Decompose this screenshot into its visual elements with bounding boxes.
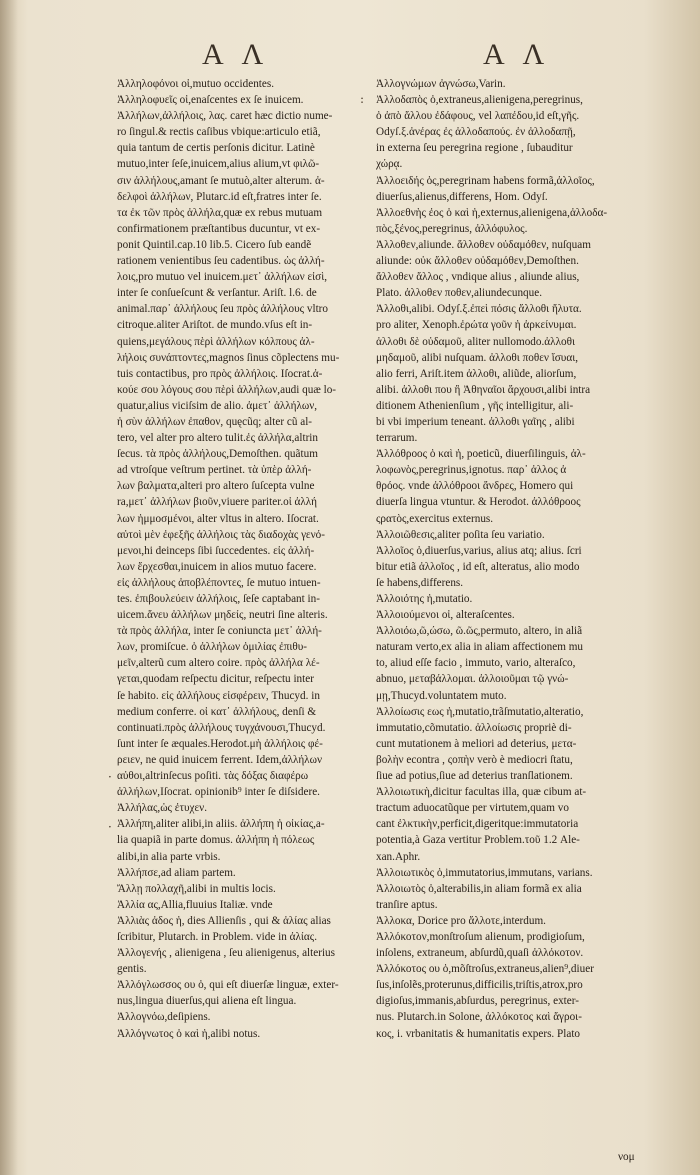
text-line: cant ἐλκτικὴν,perficit,digeritque:immutatoria: [376, 818, 579, 831]
text-line: χώρᾳ.: [376, 158, 403, 171]
text-line: τα ἐκ τῶν πρὸς ἀλλήλα,quæ ex rebus mutuam: [117, 206, 323, 219]
text-line: confirmationem præſtantibus ducuntur, vt ex-: [117, 222, 321, 235]
text-line: ſcribitur, Plutarch. in Problem. vide in ἀλίας.: [117, 930, 318, 943]
text-line: pro aliter, Xenoph.ἐρώτα γοῦν ἡ ἀρκείνυμαι.: [376, 319, 577, 332]
text-line: tractum aduocatũque per virtutem,quam vo: [376, 802, 569, 815]
text-line: naturam verto,ex alia in aliam affectionem mu: [376, 641, 583, 654]
text-line: Ἀλλοιούμενοι οἱ, alteraſcentes.: [376, 609, 515, 622]
right-running-headword: A Λ: [483, 38, 551, 71]
text-line: ἀλλοθι δὲ οὐδαμοῦ, aliter nullomodo.ἀλλοθι: [376, 335, 575, 348]
text-line: Ἀλλοιότης ἡ,mutatio.: [376, 593, 473, 605]
text-line: Ἄλλῃ πολλαχῆ,alibi in multis locis.: [117, 882, 276, 895]
text-line: γεται,quodam reſpectu dicitur, reſpectu inter: [117, 673, 314, 686]
text-line: tes. ἐπιβουλεύειν ἀλλήλοις, ſeſe captabant in-: [117, 593, 320, 605]
text-line: Ἀλλόγλωσσος ου ὁ, qui eſt diuerſæ linguæ, exter-: [117, 979, 339, 992]
text-line: aliunde: οὐκ ἄλλοθεν οὐδαμόθεν,Demoſthen.: [376, 255, 579, 268]
text-line: μεῖν,alterũ cum altero coire. πρὸς ἀλλήλα λέ-: [117, 657, 320, 670]
text-line: to, aliud eſſe facio , immuto, vario, alteraſco,: [376, 657, 576, 670]
text-line: ἄλλοθεν ἄλλος , vndique alius , aliunde alius,: [376, 271, 580, 284]
text-line: Ἀλλοιωτικὴ,dicitur facultas illa, quæ cibum at-: [376, 786, 587, 799]
text-line: λων, promiſcue. ὁ ἀλλήλων ὁμιλίας ἐπιθυ-: [117, 641, 307, 654]
text-line: citroque.aliter Ariſtot. de mundo.vſus eſt in-: [117, 319, 313, 332]
spine-shadow: [0, 0, 18, 1175]
text-line: alibi,in alia parte vrbis.: [117, 850, 221, 863]
text-line: alio ferri, Ariſt.item ἀλλοθι, aliũde, aliorſum,: [376, 367, 577, 380]
text-line: δελφοὶ ἀλλήλων, Plutarc.id eſt,fratres inter ſe.: [117, 190, 322, 203]
text-line: ro ſingul.& rectis caſibus vbique:articulo etiã,: [117, 126, 321, 139]
text-line: Odyſ.ξ.ἀνέρας ἐς ἀλλοδαπούς. ἐν ἀλλοδαπῇ,: [376, 126, 576, 139]
text-line: tuis contactibus, pro πρὸς ἀλλήλοις. Iſocrat.ἀ-: [117, 367, 323, 380]
text-line: quia tantum de certis perſonis dicitur. Latinè: [117, 142, 315, 155]
text-line: ρειεν, ne quid inuicem ferrent. Idem,ἀλλήλων: [117, 753, 323, 766]
text-line: diuerſa lingua vtuntur. & Herodot. ἀλλόθροος: [376, 496, 581, 509]
text-line: potentia,à Gaza vertitur Problem.τοῦ 1.2 Ale-: [376, 834, 580, 847]
text-line: Ἀλλοδαπὸς ὁ,extraneus,alienigena,peregrinus,: [376, 94, 583, 107]
text-line: ſunt inter ſe æquales.Herodot.μὴ ἀλλήλοις φέ-: [117, 737, 323, 750]
text-line: λοις,pro mutuo vel inuicem.μετ᾽ ἀλλήλων εἰσὶ,: [117, 271, 328, 284]
text-line: quiens,μεγάλους πὲρὶ ἀλλήλων κόλπους ἀλ-: [117, 335, 315, 348]
text-line: medium conferre. οἱ κατ᾽ ἀλλήλους, denſi &: [117, 705, 317, 718]
text-line: μενοι,hi deinceps ſibi ſuccedentes. εἰς ἀλλή-: [117, 544, 315, 557]
text-line: κούε σου λόγους σου πὲρὶ ἀλλήλων,audi quæ lo-: [117, 383, 337, 396]
text-line: Ἀλλήλων,ἀλλήλοις, λας. caret hæc dictio nume-: [117, 110, 333, 123]
text-line: μῃ,Thucyd.voluntatem muto.: [376, 689, 507, 702]
text-line: alibi. ἀλλοθι που ἢ Ἀθηναῖοι ἄρχουσι,alibi intra: [376, 383, 591, 396]
text-line: Ἀλλόκοτος ου ὁ,mõſtroſus,extraneus,alien⁹,diuer: [376, 963, 594, 976]
gutter-mark: ·: [108, 770, 112, 784]
text-line: μηδαμοῦ, alibi nuſquam. ἀλλοθι ποθεν ἵσυαι,: [376, 351, 579, 364]
text-line: ὁ ἀπὸ ἄλλου ἐδάφους, vel λαπέδου,id eſt,γῆς.: [376, 110, 580, 123]
text-line: uicem.ἄνευ ἀλλήλων μηδείς, neutri ſine alteris.: [117, 609, 328, 622]
text-line: Ἀλλοθεν,aliunde. ἄλλοθεν οὐδαμόθεν, nuſquam: [376, 238, 591, 251]
text-line: ἀλλήλων,Iſocrat. opinionib⁹ inter ſe diſsidere.: [117, 786, 320, 799]
text-line: Ἀλλογνόω,deſipiens.: [117, 1011, 211, 1024]
text-line: σιν ἀλλήλους,amant ſe mutuò,alter alterum. ἀ-: [117, 174, 325, 187]
text-line: Ἀλληλοφυεῖς οἱ,enaſcentes ex ſe inuicem.: [117, 94, 304, 107]
text-line: λοφωνὸς,peregrinus,ignotus. παρ᾽ ἀλλος ἀ: [376, 464, 567, 477]
text-line: cunt mutationem à meliori ad deterius, μετα-: [376, 737, 577, 750]
text-line: abnuo, μεταβάλλομαι. ἀλλοιοῦμαι τῷ γνώ-: [376, 673, 569, 686]
text-line: ſe habens,differens.: [376, 576, 464, 589]
text-line: continuati.πρὸς ἀλλήλους τυγχάνουσι,Thucyd.: [117, 721, 326, 734]
text-line: ſe habito. εἰς ἀλλήλους εἰσφέρειν, Thucyd. in: [117, 689, 320, 702]
text-line: λήλοις συνάπτοντες,magnos ſinus cõplectens mu-: [117, 351, 340, 364]
left-text-column: [117, 76, 365, 1042]
text-line: Ἀλλοιόω,ῶ,ώσω, ῶ.ῶς,permuto, altero, in aliã: [376, 625, 583, 638]
text-line: ſecus. τὰ πρὸς ἀλλήλους,Demoſthen. quãtum: [117, 448, 318, 461]
text-line: Ἀλλιὰς ἀδος ἡ, dies Allienſis , qui & ἀλίας alias: [117, 914, 331, 927]
text-line: ra,μετ᾽ ἀλλήλων βιοῦν,viuere pariter.οἱ ἀλλή: [117, 496, 317, 509]
text-line: Ἀλλοεθνὴς ἐος ὁ καὶ ἡ,externus,alienigena,ἀλλοδα-: [376, 206, 608, 219]
right-text-column: [376, 76, 638, 1042]
text-line: Ἀλλόγνωτος ὁ καὶ ἡ,alibi notus.: [117, 1027, 261, 1040]
text-line: βολὴν econtra , ςοπὴν verò è mediocri ſtatu,: [376, 753, 573, 766]
text-line: ſus,inſolẽs,proterunus,difficilis,triſtis,atrox,pro: [376, 979, 583, 992]
gutter-mark: :: [360, 92, 365, 106]
text-line: bitur etiã ἀλλοῖος , id eſt, alteratus, alio modo: [376, 560, 580, 573]
text-line: ςρατὸς,exercitus externus.: [376, 512, 494, 525]
text-line: Ἀλλήλας,ὡς ἐτυχεν.: [117, 802, 208, 815]
text-line: gentis.: [117, 963, 147, 976]
text-line: Ἀλλία ας,Allia,fluuius Italiæ. vnde: [117, 898, 273, 911]
text-line: lia quapiã in parte domus. ἀλλήπη ἡ πόλεως: [117, 834, 315, 847]
text-line: Ἀλλόκοτον,monſtroſum alienum, prodigioſum,: [376, 930, 585, 943]
text-line: Ἀλλήπη,aliter alibi,in aliis. ἀλλήπη ἡ οἰκίας,a-: [117, 818, 325, 831]
text-line: κος, i. vrbanitatis & humanitatis expers. Plato: [376, 1027, 581, 1040]
text-line: in externa ſeu peregrina regione , ſubauditur: [376, 142, 573, 155]
gutter-mark: ·: [108, 820, 112, 834]
text-line: Ἀλλογνώμων ἀγνώσω,Varin.: [376, 78, 506, 90]
text-line: λων βαλματα,alteri pro altero ſuſcepta vulne: [117, 480, 315, 493]
text-line: Ἀλληλοφόνοι οἱ,mutuo occidentes.: [117, 78, 275, 90]
text-line: ſiue ad potius,ſiue ad deterius tranſlationem.: [376, 770, 573, 783]
text-line: diuerſus,alienus,differens, Hom. Odyſ.: [376, 190, 548, 203]
text-line: πὸς,ξένος,peregrinus, ἀλλόφυλος.: [376, 222, 528, 235]
left-running-headword: A Λ: [202, 38, 270, 71]
text-line: αὐθοι,altrinſecus poſiti. τὰς δόξας διαφέρω: [117, 770, 309, 783]
text-line: Ἀλλήπσε,ad aliam partem.: [117, 866, 236, 879]
text-line: Plato. ἀλλοθεν ποθεν,aliundecunque.: [376, 287, 542, 300]
text-line: tranſire aptus.: [376, 898, 438, 911]
text-line: immutatio,cõmutatio. ἀλλοίωσις propriè di-: [376, 721, 572, 734]
text-line: nus,lingua diuerſus,qui aliena eſt lingua.: [117, 995, 297, 1008]
text-line: quatur,alius viciſsim de alio. ἀμετ᾽ ἀλλήλων,: [117, 399, 318, 412]
text-line: Ἀλλοῖος ὁ,diuerſus,varius, alius atq; alius. ſcri: [376, 544, 582, 557]
text-line: ditionem Athenienſium , γῆς intelligitur, ali-: [376, 399, 574, 412]
text-line: animal.παρ᾽ ἀλλήλους ſeu πρὸς ἀλλήλους vltro: [117, 303, 328, 316]
text-line: Ἀλλοιωτὸς ὁ,alterabilis,in aliam formã ex alia: [376, 882, 582, 895]
text-line: ad vtroſque veſtrum pertinet. τὰ ὑπὲρ ἀλλή-: [117, 464, 312, 477]
text-line: Ἀλλοθι,alibi. Odyſ.ξ.ἐπεὶ πόσις ἄλλοθι ἤλυτα.: [376, 303, 582, 316]
text-line: ἡ σὺν ἀλλήλων ἐπαθον, quęcũq; alter cũ al-: [117, 415, 313, 428]
text-line: λων ἔρχεσθαι,inuicem in alios mutuo facere.: [117, 560, 317, 573]
text-line: terrarum.: [376, 432, 418, 445]
text-line: xan.Aphr.: [376, 850, 421, 863]
text-line: Ἀλλοκα, Dorice pro ἄλλοτε,interdum.: [376, 914, 546, 927]
text-line: τὰ πρὸς ἀλλήλα, inter ſe coniuncta μετ᾽ ἀλλή-: [117, 625, 322, 638]
text-line: inſolens, extraneum, abſurdũ,quaſi ἀλλόκοτον.: [376, 947, 584, 960]
text-line: λων ἡμμοσμένοι, alter vltus in altero. Iſocrat.: [117, 512, 319, 525]
text-line: ponit Quintil.cap.10 lib.5. Cicero ſub eandẽ: [117, 238, 312, 251]
text-line: Ἀλλοιωτικὸς ὁ,immutatorius,immutans, varians.: [376, 866, 593, 879]
text-line: tero, vel alter pro altero tulit.ἐς ἀλλήλα,altrin: [117, 432, 318, 445]
text-line: inter ſe conſueſcunt & verſantur. Ariſt. l.6. de: [117, 287, 317, 300]
text-line: rationem venientibus ſeu cadentibus. ὡς ἀλλή-: [117, 255, 325, 268]
text-line: Ἀλλόθροος ὁ καὶ ἡ, poeticũ, diuerſilinguis, ἀλ-: [376, 448, 586, 461]
text-line: Ἀλλοίωσις εως ἡ,mutatio,trãſmutatio,alteratio,: [376, 705, 584, 718]
text-line: θρόος. vnde ἀλλόθροοι ἄνδρες, Homero qui: [376, 480, 574, 493]
text-line: εἰς ἀλλήλους ἀποβλέποντες, ſe mutuo intuen-: [117, 576, 321, 589]
text-line: mutuo,inter ſeſe,inuicem,alius alium,vt φιλῶ-: [117, 158, 320, 171]
text-line: αὐτοὶ μὲν ἐφεξῆς ἀλλήλοις τὰς διαδοχὰς γενό-: [117, 528, 325, 541]
text-line: Ἀλλοιῶθεσις,aliter poſita ſeu variatio.: [376, 528, 545, 541]
text-line: Ἀλλοειδής ὁς,peregrinam habens formã,ἀλλοῖος,: [376, 174, 595, 187]
catchword: νομ: [618, 1151, 635, 1163]
text-line: nus. Plutarch.in Solone, ἀλλόκοτος καὶ ἄγροι-: [376, 1011, 582, 1024]
text-line: digioſus,immanis,abſurdus, peregrinus, exter-: [376, 995, 579, 1008]
text-line: bi vbi imperium teneant. ἀλλοθι γαῖης , alibi: [376, 415, 575, 428]
text-line: Ἀλλογενής , alienigena , ſeu alienigenus, alterius: [117, 947, 335, 960]
